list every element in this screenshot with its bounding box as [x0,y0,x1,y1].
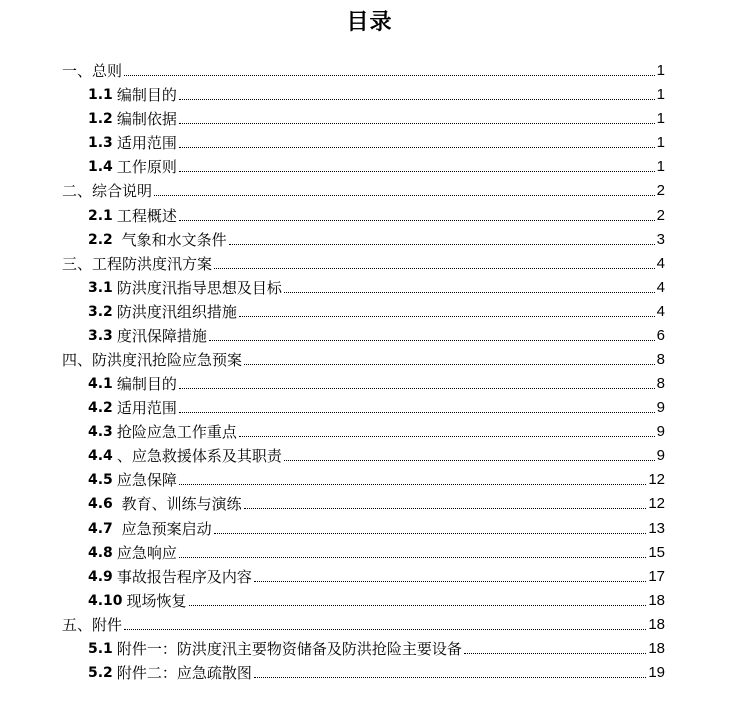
toc-section-entry[interactable] [0,82,739,106]
entry-number: 4.3 [88,424,113,441]
entry-page-number: 4 [656,254,665,272]
entry-number: 3.3 [88,327,113,344]
entry-number: 4.9 [88,568,113,585]
entry-number: 5.1 [88,640,113,657]
entry-title: 工作原则 [116,158,177,177]
entry-number: 1.3 [88,135,113,152]
toc-section-entry[interactable] [0,275,739,299]
entry-number: 4.8 [88,544,113,561]
dot-leader [239,436,655,437]
entry-page-number: 3 [656,230,665,248]
entry-number: 4.4 [88,448,113,465]
dot-leader [214,533,647,534]
entry-title: 应急预案启动 [116,519,212,538]
entry-number: 1.1 [88,87,113,104]
toc-section-entry[interactable] [0,491,739,515]
toc-section-entry[interactable] [0,588,739,612]
toc-section-entry[interactable] [0,467,739,491]
entry-page-number: 1 [656,110,665,128]
dot-leader [254,581,646,582]
entry-title: 编制目的 [116,375,177,394]
entry-title: 现场恢复 [126,591,187,610]
entry-title: 三、工程防洪度汛方案 [62,254,213,273]
toc-section-entry[interactable] [0,443,739,467]
dot-leader [179,123,655,124]
entry-page-number: 1 [656,86,665,104]
dot-leader [244,508,647,509]
dot-leader [284,460,655,461]
entry-number: 4.7 [88,520,113,537]
entry-number: 4.2 [88,400,113,417]
entry-number: 4.5 [88,472,113,489]
entry-page-number: 18 [648,639,665,657]
toc-section-entry[interactable] [0,227,739,251]
toc-section-entry[interactable] [0,515,739,539]
entry-number: 4.1 [88,376,113,393]
toc-section-entry[interactable] [0,419,739,443]
entry-title: 抢险应急工作重点 [116,423,237,442]
entry-number: 4.10 [88,592,123,609]
entry-title: 应急响应 [116,543,177,562]
entry-page-number: 15 [648,543,665,561]
toc-chapter-entry[interactable] [0,612,739,636]
toc-chapter-entry[interactable] [0,251,739,275]
toc-section-entry[interactable] [0,636,739,660]
entry-page-number: 6 [656,326,665,344]
entry-title: 适用范围 [116,399,177,418]
entry-title: 防洪度汛指导思想及目标 [116,278,282,297]
entry-title: 应急保障 [116,471,177,490]
toc-section-entry[interactable] [0,154,739,178]
toc-section-entry[interactable] [0,202,739,226]
page-title: 目录 [346,10,393,35]
entry-page-number: 18 [648,615,665,633]
entry-number: 4.6 [88,496,113,513]
entry-number: 5.2 [88,665,113,682]
dot-leader [464,653,646,654]
entry-number: 1.4 [88,159,113,176]
entry-page-number: 9 [656,423,665,441]
toc-chapter-entry[interactable] [0,58,739,82]
entry-page-number: 4 [656,278,665,296]
toc-section-entry[interactable] [0,371,739,395]
entry-number: 2.2 [88,231,113,248]
entry-page-number: 2 [656,206,665,224]
toc-section-entry[interactable] [0,106,739,130]
toc-section-entry[interactable] [0,323,739,347]
entry-page-number: 2 [656,182,665,200]
dot-leader [244,364,655,365]
dot-leader [154,195,655,196]
entry-number: 1.2 [88,111,113,128]
dot-leader [284,292,655,293]
entry-number: 3.1 [88,279,113,296]
toc-section-entry[interactable] [0,660,739,684]
entry-title: 附件二：应急疏散图 [116,664,252,683]
entry-title: 附件一：防洪度汛主要物资储备及防洪抢险主要设备 [116,639,462,658]
entry-title: 二、综合说明 [62,182,153,201]
entry-title: 编制依据 [116,110,177,129]
entry-page-number: 12 [648,495,665,513]
dot-leader [214,268,655,269]
entry-title: 适用范围 [116,134,177,153]
entry-title: 度汛保障措施 [116,326,207,345]
dot-leader [229,244,655,245]
entry-page-number: 4 [656,302,665,320]
dot-leader [209,340,655,341]
dot-leader [179,171,655,172]
entry-title: 防洪度汛组织措施 [116,302,237,321]
dot-leader [124,629,646,630]
dot-leader [179,484,646,485]
entry-page-number: 17 [648,567,665,585]
entry-number: 2.1 [88,207,113,224]
entry-page-number: 1 [656,158,665,176]
toc-section-entry[interactable] [0,299,739,323]
entry-title: 五、附件 [62,615,123,634]
dot-leader [179,147,655,148]
entry-page-number: 8 [656,351,665,369]
dot-leader [179,557,646,558]
toc-chapter-entry[interactable] [0,347,739,371]
entry-page-number: 18 [648,591,665,609]
entry-title: 四、防洪度汛抢险应急预案 [62,351,243,370]
dot-leader [189,605,647,606]
entry-page-number: 9 [656,399,665,417]
toc-section-entry[interactable] [0,540,739,564]
dot-leader [179,99,655,100]
dot-leader [239,316,655,317]
toc-section-entry[interactable] [0,130,739,154]
entry-page-number: 19 [648,664,665,682]
toc-list [0,58,739,684]
entry-page-number: 1 [656,62,665,80]
entry-page-number: 9 [656,447,665,465]
entry-page-number: 12 [648,471,665,489]
entry-title: 事故报告程序及内容 [116,567,252,586]
entry-title: 、应急救援体系及其职责 [116,447,282,466]
dot-leader [254,677,646,678]
entry-title: 工程概述 [116,206,177,225]
dot-leader [179,220,655,221]
entry-title: 编制目的 [116,86,177,105]
dot-leader [179,388,655,389]
entry-title: 一、总则 [62,62,123,81]
entry-page-number: 8 [656,375,665,393]
dot-leader [124,75,655,76]
entry-page-number: 1 [656,134,665,152]
toc-section-entry[interactable] [0,564,739,588]
entry-page-number: 13 [648,519,665,537]
entry-title: 教育、训练与演练 [116,495,242,514]
toc-section-entry[interactable] [0,395,739,419]
dot-leader [179,412,655,413]
toc-chapter-entry[interactable] [0,178,739,202]
entry-number: 3.2 [88,303,113,320]
entry-title: 气象和水文条件 [116,230,227,249]
